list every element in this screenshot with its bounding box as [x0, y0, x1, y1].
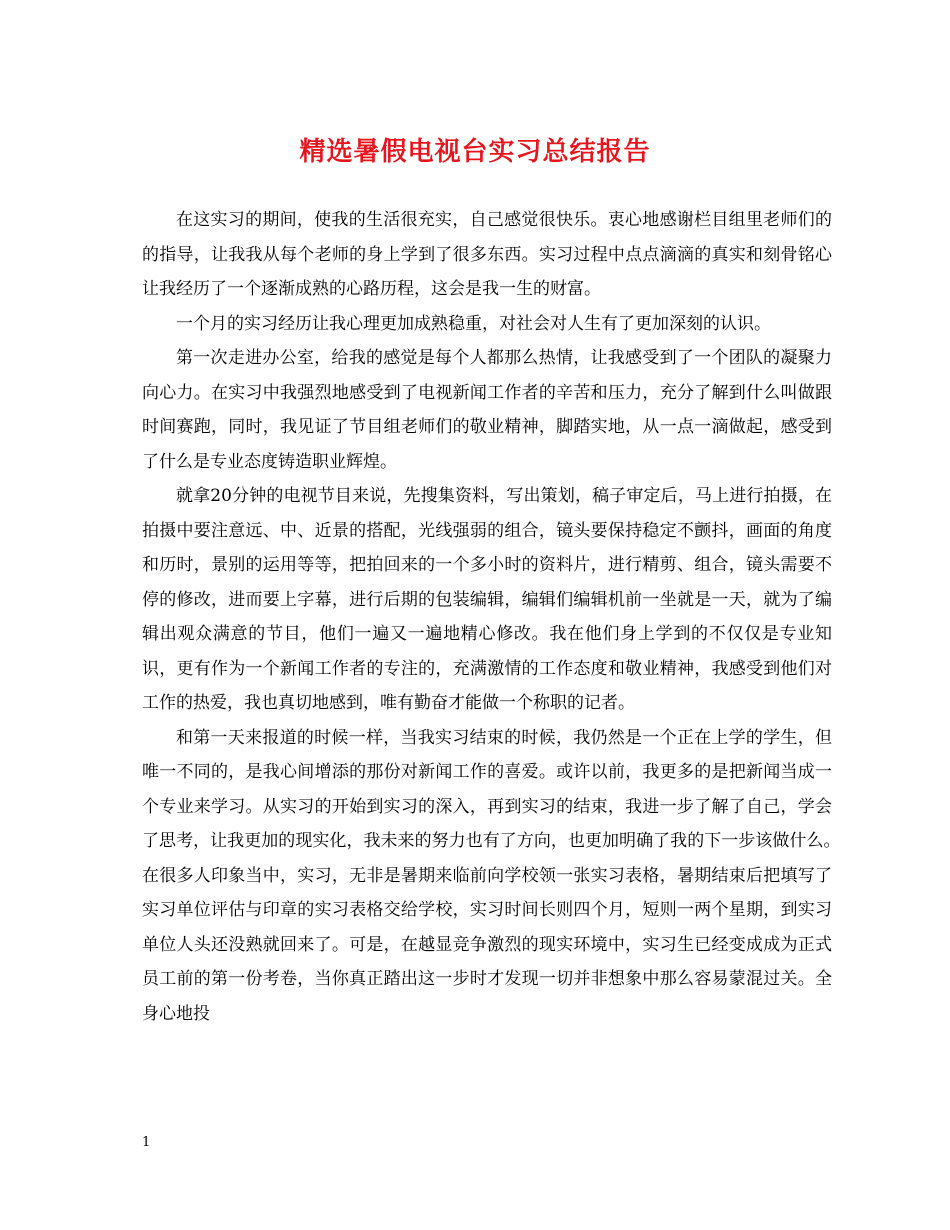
document-title: 精选暑假电视台实习总结报告: [299, 137, 651, 167]
page-number: 1: [142, 1135, 151, 1150]
document-body: [142, 203, 849, 1031]
paragraph-5: 和第一天来报道的时候一样，当我实习结束的时候，我仍然是一个正在上学的学生，但唯一不同的，是我心间增添的那份对新闻工作的喜爱。或许以前，我更多的是把新闻当成一个专业来学习。从实习的开始到实习的深入，再到实习的结束，我进一步了解了自己，学会了思考，让我更加的现实化，我未来的努力也有了方向，也更加明确了我的下一步该做什么。 在很多人印象当中，实习，无非是暑期来临前向学校领一张实习表格，暑期结束后把填写了实习单位评估与印章的实习表格交给学校，实习时间长则四个月，短则一两个星期，到实习单位人头还没熟就回来了。可是，在越显竞争激烈的现实环境中，实习生已经变成成为正式员工前的第一份考卷，当你真正踏出这一步时才发现一切并非想象中那么容易蒙混过关。全身心地投: [142, 727, 849, 1024]
paragraph-1: 在这实习的期间，使我的生活很充实，自己感觉很快乐。衷心地感谢栏目组里老师们的的指导，让我我从每个老师的身上学到了很多东西。实习过程中点点滴滴的真实和刻骨铭心让我经历了一个逐渐成熟的心路历程，这会是我一生的财富。: [142, 210, 832, 299]
paragraph-3: 第一次走进办公室，给我的感觉是每个人都那么热情，让我感受到了一个团队的凝聚力向心力。在实习中我强烈地感受到了电视新闻工作者的辛苦和压力，充分了解到什么叫做跟时间赛跑，同时，我见证了节目组老师们的敬业精神，脚踏实地，从一点一滴做起，感受到了什么是专业态度铸造职业辉煌。: [142, 348, 832, 472]
paragraph-2: 一个月的实习经历让我心理更加成熟稳重，对社会对人生有了更加深刻的认识。: [176, 313, 771, 334]
paragraph-4: 就拿20分钟的电视节目来说，先搜集资料，写出策划，稿子审定后，马上进行拍摄，在拍摄中要注意远、中、近景的搭配，光线强弱的组合，镜头要保持稳定不颤抖，画面的角度和历时，景别的运用等等，把拍回来的一个多小时的资料片，进行精剪、组合，镜头需要不停的修改，进而要上字幕，进行后期的包装编辑，编辑们编辑机前一坐就是一天，就为了编辑出观众满意的节目，他们一遍又一遍地精心修改。我在他们身上学到的不仅仅是专业知识，更有作为一个新闻工作者的专注的，充满激情的工作态度和敬业精神，我感受到他们对工作的热爱，我也真切地感到，唯有勤奋才能做一个称职的记者。: [142, 486, 832, 713]
